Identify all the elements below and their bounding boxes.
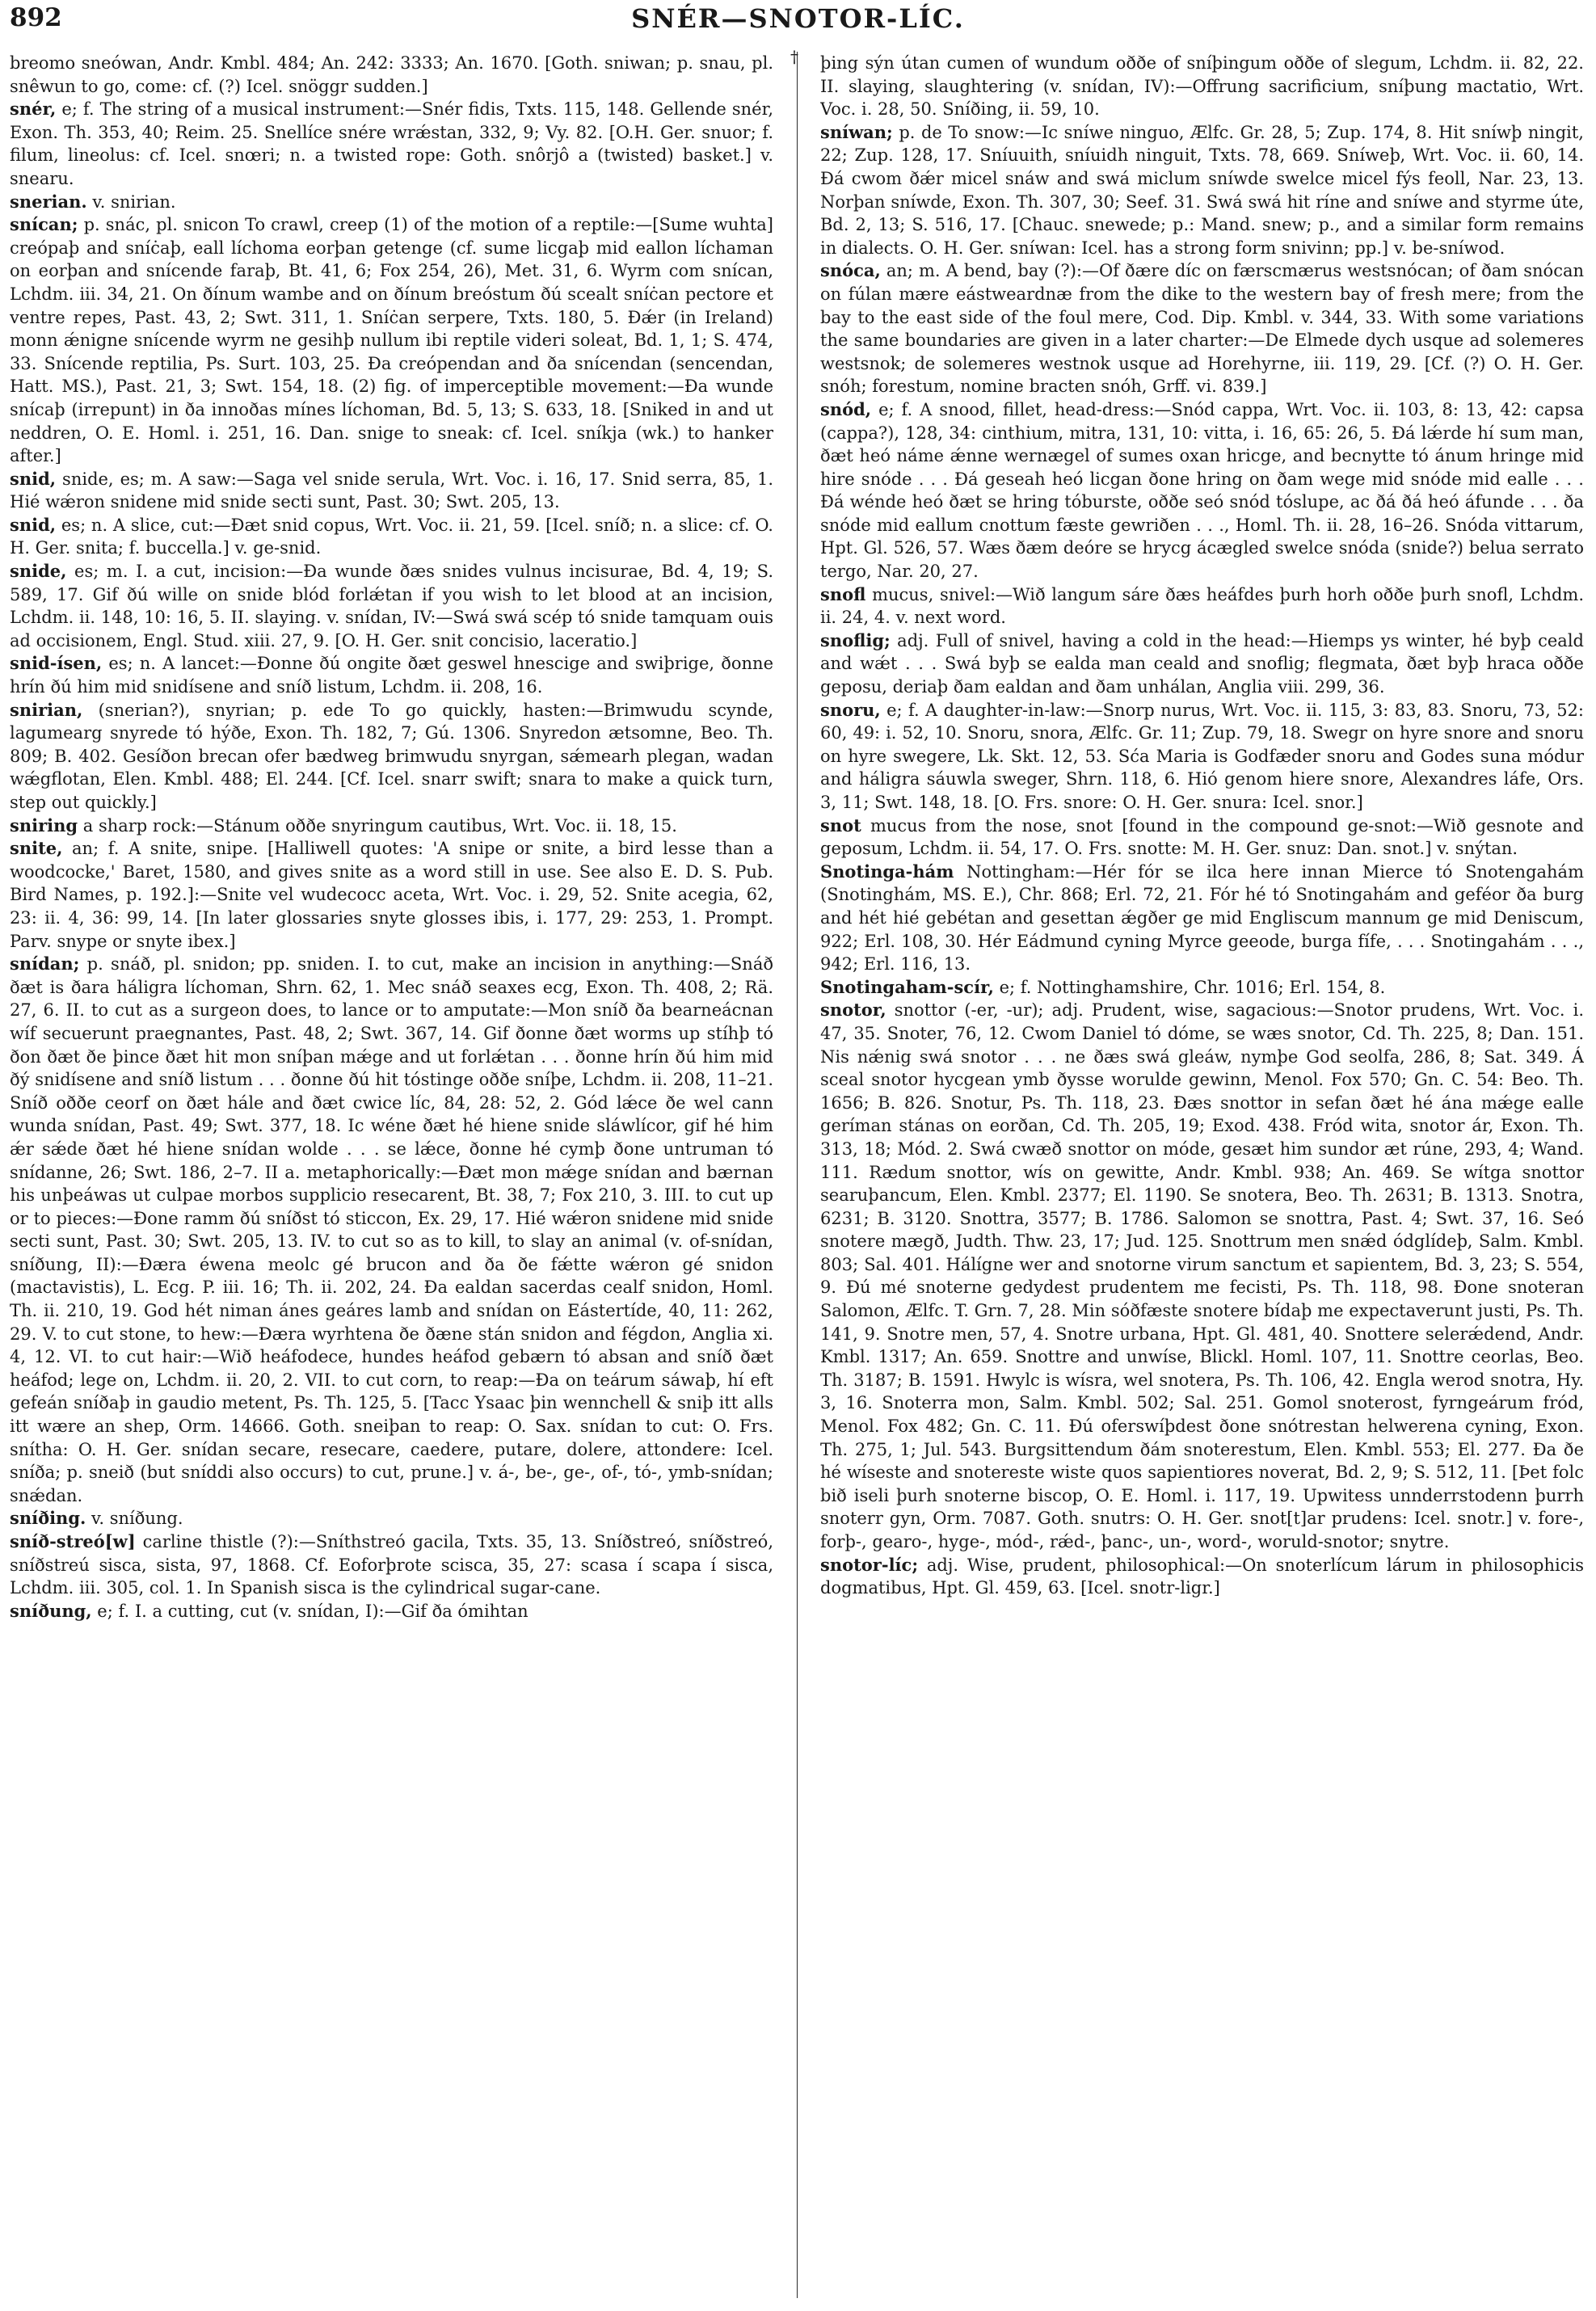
dictionary-entry bbox=[10, 213, 773, 468]
dictionary-entry bbox=[10, 191, 773, 214]
entry-text: mucus, snivel:—Wið langum sáre ðæs heáfdes þurh horh oððe þurh snofl, Lchdm. ii. 24, 4. v. next word. bbox=[820, 584, 1584, 628]
entry-text: mucus from the nose, snot [found in the compound ge-snot:—Wið gesnote and geposum, Lchdm. ii. 54, 17. O. Frs. snotte: M. H. Ger. snuz: Dan. snot.] v. snýtan. bbox=[820, 815, 1584, 859]
dictionary-entry bbox=[10, 652, 773, 698]
headword: snód, bbox=[820, 398, 872, 419]
dictionary-entry bbox=[10, 1507, 773, 1530]
headword: snoflig; bbox=[820, 629, 891, 650]
dictionary-entry bbox=[10, 560, 773, 652]
entry-text: p. snác, pl. snicon To crawl, creep (1) of the motion of a reptile:—[Sume wuhta] creópaþ and sníċaþ, eall líchoma eorþan getenge (cf. sume licgaþ mid eallon líchaman on eorþan and snícende faraþ, Bt. 41, 6; Fox 254, 26), Met. 31, 6. Wyrm com snícan, Lchdm. iii. 34, 21. On ðínum wambe and on ðínum breóstum ðú scealt sníċan pectore et ventre repes, Past. 43, 2; Swt. 311, 1. Sníċan serpere, Txts. 180, 5. Ðǽr (in Ireland) monn ǽnigne snícende wyrm ne gesihþ nullum ibi reptile videri soleat, Bd. 1, 1; S. 474, 33. Snícende reptilia, Ps. Surt. 103, 25. Ða creópendan and ða snícendan (sencendan, Hatt. MS.), Past. 21, 3; Swt. 154, 18. (2) fig. of imperceptible movement:—Ða wunde snícaþ (irrepunt) in ða innoðas mínes líchoman, Bd. 5, 13; S. 633, 18. [Sniked in and ut neddren, O. E. Homl. i. 251, 16. Dan. snige to sneak: cf. Icel. sníkja (wk.) to hanker after.] bbox=[10, 215, 773, 466]
headword: snid, bbox=[10, 468, 57, 489]
headword: snirian, bbox=[10, 699, 83, 720]
dictionary-entry bbox=[820, 999, 1584, 1553]
headword: sniring bbox=[10, 815, 78, 836]
headword: snér, bbox=[10, 99, 57, 120]
entry-text: es; m. I. a cut, incision:—Ða wunde ðæs snides vulnus incisurae, Bd. 4, 19; S. 589, 17. Gif ðú wille on snide blód forlǽtan if you wish to let blood at an incision, Lchdm. ii. 148, 10: 16, 5. II. slaying. v. snídan, IV:—Swá swá scép tó snide tamquam ouis ad occisionem, Engl. Stud. xiii. 27, 9. [O. H. Ger. snit concisio, laceratio.] bbox=[10, 562, 773, 650]
page-header bbox=[0, 0, 1596, 48]
entry-text: þing sýn útan cumen of wundum oððe of sníþingum oððe of slegum, Lchdm. ii. 82, 22. II. slaying, slaughtering (v. snídan, IV):—Offrung sacrificium, sníþung mactatio, Wrt. Voc. i. 28, 50. Sníðing, ii. 59, 10. bbox=[820, 53, 1584, 120]
dictionary-entry bbox=[10, 953, 773, 1507]
entry-text: carline thistle (?):—Sníthstreó gacila, Txts. 35, 13. Sníðstreó, sníðstreó, sníðstreú sisca, sista, 97, 1868. Cf. Eoforþrote scisca, 35, 27: scasa í scapa í sisca, Lchdm. iii. 305, col. 1. In Spanish sisca is the cylindrical sugar-cane. bbox=[10, 1532, 773, 1598]
entry-text: v. sníðung. bbox=[91, 1509, 183, 1529]
dictionary-entry bbox=[10, 1530, 773, 1600]
dictionary-entry bbox=[820, 583, 1584, 629]
entry-text: p. snáð, pl. snidon; pp. sniden. I. to cut, make an incision in anything:—Snáð ðæt is ðara háligra líchoman, Shrn. 62, 1. Mec snáð seaxes ecg, Exon. Th. 408, 2; Rä. 27, 6. II. to cut as a surgeon does, to lance or to amputate:—Mon sníð ða bearneácnan wíf secuerunt praegnantes, Past. 48, 2; Swt. 367, 14. Gif ðonne ðæt worms up stíhþ tó ðon ðæt ðe þince ðæt hit mon sníþan mǽge and ut forlǽtan . . . ðonne hrín ðú him mid ðý snidísene and sníð listum . . . ðonne ðú hit tóstinge oððe sníþe, Lchdm. ii. 208, 11–21. Sníð oððe ceorf on ðæt hále and ðæt cwice líc, 84, 28: 52, 2. Gód lǽce ðe wel cann wunda snídan, Past. 49; Swt. 377, 18. Ic wéne ðæt hé hiene snide sláwlícor, gif hé him ǽr sǽde ðæt hé hiene snídan wolde . . . se lǽce, ðonne hé cymþ ðone untruman tó snídanne, 26; Swt. 186, 2–7. II a. metaphorically:—Ðæt mon mǽge snídan and bærnan his unþeáwas ut culpae morbos supplicio resecarent, Bt. 38, 7; Fox 210, 3. III. to cut up or to pieces:—Ðone ramm ðú sníðst tó sticcon, Ex. 29, 17. Hié wǽron snidene mid snide secti sunt, Past. 30; Swt. 205, 13. IV. to cut so as to kill, to slay an animal (v. of-snídan, sníðung, II):—Ðæra éwena meolc gé brucon and ða ðe fǽtte wǽron gé snidon (mactavistis), L. Ecg. P. iii. 16; Th. ii. 202, 24. Ða ealdan sacerdas cealf snidon, Homl. Th. ii. 210, 19. God hét niman ánes geáres lamb and snídan on Eástertíde, 40, 11: 262, 29. V. to cut stone, to hew:—Ðæra wyrhtena ðe ðæne stán snidon and fégdon, Anglia xi. 4, 12. VI. to cut hair:—Wið heáfodece, hundes heáfod gebærn tó absan and sníð ðæt heáfod; lege on, Lchdm. ii. 20, 2. VII. to cut corn, to reap:—Ða on teárum sáwaþ, hí eft gefeán sníðaþ in gaudio metent, Ps. Th. 125, 5. [Tacc Ysaac þin wennchell & sniþ itt alls itt wære an shep, Orm. 14666. Goth. sneiþan to reap: O. Sax. snídan to cut: O. Frs. snítha: O. H. Ger. snídan secare, resecare, caedere, putare, dolere, attondere: Icel. sníða; p. sneið (but sníddi also occurs) to cut, prune.] v. á-, be-, ge-, of-, tó-, ymb-snídan; snǽdan. bbox=[10, 954, 773, 1505]
column-divider bbox=[797, 52, 798, 2298]
left-column bbox=[10, 52, 773, 2298]
dictionary-entry bbox=[10, 514, 773, 560]
headword: sníwan; bbox=[820, 121, 893, 142]
entry-text: (snerian?), snyrian; p. ede To go quickly, hasten:—Brimwudu scynde, lagumearg snyrede tó hýðe, Exon. Th. 182, 7; Gú. 1306. Snyredon ætsomne, Beo. Th. 809; B. 402. Gesíðon brecan ofer bædweg brimwudu snyrgan, sǽmearh plegan, wadan wǽgflotan, Elen. Kmbl. 488; El. 244. [Cf. Icel. snarr swift; snara to make a quick turn, step out quickly.] bbox=[10, 700, 773, 812]
entry-text: snottor (-er, -ur); adj. Prudent, wise, sagacious:—Snotor prudens, Wrt. Voc. i. 47, 35. Snoter, 76, 12. Cwom Daniel tó dóme, se wæs snotor, Cd. Th. 225, 8; Dan. 151. Nis nǽnig swá snotor . . . ne ðæs swá gleáw, nymþe God seolfa, 286, 8; Sat. 349. Á sceal snotor hycgean ymb ðysse worulde gewinn, Menol. Fox 570; Gn. C. 54: Beo. Th. 1656; B. 826. Snotur, Ps. Th. 118, 23. Ðæs snottor in sefan ðæt hé ána mǽge ealle geríman stánas on eorðan, Cd. Th. 205, 19; Exod. 438. Fród wita, snotor ár, Exon. Th. 313, 18; Mód. 2. Swá cwæð snottor on móde, gesæt him sundor æt rúne, 293, 4; Wand. 111. Rædum snottor, wís on gewitte, Andr. Kmbl. 938; An. 469. Se wítga snottor searuþancum, Elen. Kmbl. 2377; El. 1190. Se snotera, Beo. Th. 2631; B. 1313. Snotra, 6231; B. 3120. Snottra, 3577; B. 1786. Salomon se snottra, Past. 4; Swt. 37, 16. Seó snotere mægð, Judth. Thw. 23, 17; Jud. 125. Snottrum men snǽd ódglídeþ, Salm. Kmbl. 803; Sal. 401. Hálígne wer and snotorne virum sanctum et sapientem, Bd. 3, 23; S. 554, 9. Ðú mé snoterne gedydest prudentem me fecisti, Ps. Th. 118, 98. Ðone snoteran Salomon, Ælfc. T. Grn. 7, 28. Min sóðfæste snotere bídaþ me expectaverunt justi, Ps. Th. 141, 9. Snotre men, 57, 4. Snotre urbana, Hpt. Gl. 481, 40. Snottere selerǽdend, Andr. Kmbl. 1317; An. 659. Snottre and unwíse, Blickl. Homl. 107, 11. Snottre ceorlas, Beo. Th. 3187; B. 1591. Hwylc is wísra, wel snotera, Ps. Th. 106, 42. Engla werod snotra, Hy. 3, 16. Snoterra mon, Salm. Kmbl. 502; Sal. 251. Gomol snoterost, fyrngeárum fród, Menol. Fox 482; Gn. C. 11. Ðú oferswíþdest ðone snótrestan helwerena cyning, Exon. Th. 275, 1; Jul. 543. Burgsittendum ðám snoterestum, Elen. Kmbl. 553; El. 277. Ða ðe hé wíseste and snotereste wiste quos sapientiores noverat, Bd. 2, 9; S. 512, 11. [Þet folc bið iseli þurh snoterne biscop, O. E. Homl. i. 117, 19. Upwitess unnderrstodenn þurrh snoterr gyn, Orm. 7087. Goth. snutrs: O. H. Ger. snot[t]ar prudens: Icel. snotr.] v. fore-, forþ-, gearo-, hyge-, mód-, rǽd-, þanc-, un-, word-, woruld-snotor; snytre. bbox=[820, 1000, 1584, 1551]
entry-text: e; f. A snood, fillet, head-dress:—Snód cappa, Wrt. Voc. ii. 103, 8: 13, 42: capsa (cappa?), 128, 34: cinthium, mitra, 131, 10: vitta, i. 16, 65: 26, 5. Ðá lǽrde hí sum man, ðæt heó náme ǽnne wernægel of sumes oxan hricge, and becnytte tó ánum hringe mid hire snóde . . . Ðá geseah heó licgan ðone hring on ðam wege mid snóde mid ealle . . . Ðá wénde heó ðæt se hring tóburste, oððe seó snód tóslupe, ac ðá ðá heó áfunde . . . ða snóde mid eallum cnottum fæste gewriðen . . ., Homl. Th. ii. 28, 16–26. Snóda vittarum, Hpt. Gl. 526, 57. Wæs ðæm deóre se hrycg ácægled swelce snóda (snide?) belua serrato tergo, Nar. 20, 27. bbox=[820, 399, 1584, 582]
dictionary-entry bbox=[820, 699, 1584, 815]
entry-text: e; f. Nottinghamshire, Chr. 1016; Erl. 154, 8. bbox=[999, 977, 1386, 997]
headword: sníðing. bbox=[10, 1508, 86, 1529]
dictionary-entry bbox=[820, 1554, 1584, 1600]
dictionary-entry bbox=[10, 699, 773, 815]
headword: snofl bbox=[820, 583, 866, 604]
entry-text: es; n. A slice, cut:—Ðæt snid copus, Wrt. Voc. ii. 21, 59. [Icel. sníð; n. a slice: cf. O. H. Ger. snita; f. buccella.] v. ge-snid. bbox=[10, 515, 773, 558]
dagger-mark: † bbox=[790, 47, 798, 66]
headword: snotor, bbox=[820, 1000, 886, 1021]
headword: snoru, bbox=[820, 699, 881, 720]
entry-text: adj. Wise, prudent, philosophical:—On snoterlícum lárum in philosophicis dogmatibus, Hpt. Gl. 459, 63. [Icel. snotr-ligr.] bbox=[820, 1555, 1584, 1598]
page-number: 892 bbox=[10, 3, 62, 32]
running-head: SNÉR—SNOTOR-LÍC. bbox=[631, 3, 965, 34]
dictionary-columns bbox=[10, 47, 1585, 2298]
headword: Snotinga-hám bbox=[820, 861, 954, 882]
headword: Snotingaham-scír, bbox=[820, 976, 994, 997]
dictionary-entry bbox=[820, 52, 1584, 121]
entry-text: an; m. A bend, bay (?):—Of ðære díc on færscmærus westsnócan; of ðam snócan on fúlan mære eástweardnæ from the dike to the western bay of fresh mere; from the bay to the east side of the foul mere, Cod. Dip. Kmbl. v. 344, 33. With some variations the same boundaries are given in a later charter:—De Elmede dych usque ad solemeres westsnok; de solemeres westnok usque ad Horehyrne, iii. 119, 29. [Cf. (?) O. H. Ger. snóh; forestum, nomine bracten snóh, Grff. vi. 839.] bbox=[820, 261, 1584, 397]
entry-text: e; f. I. a cutting, cut (v. snídan, I):—Gif ða ómihtan bbox=[97, 1601, 528, 1621]
entry-text: breomo sneówan, Andr. Kmbl. 484; An. 242: 3333; An. 1670. [Goth. sniwan; p. snau, pl. snêwun to go, come: cf. (?) Icel. snöggr sudden.] bbox=[10, 53, 773, 96]
headword: snid, bbox=[10, 514, 57, 535]
dictionary-entry bbox=[820, 398, 1584, 583]
dictionary-entry bbox=[10, 52, 773, 98]
headword: snid-ísen, bbox=[10, 653, 103, 674]
headword: snotor-líc; bbox=[820, 1554, 919, 1575]
entry-text: es; n. A lancet:—Ðonne ðú ongite ðæt geswel hnescige and swiþrige, ðonne hrín ðú him mid snidísene and sníð listum, Lchdm. ii. 208, 16. bbox=[10, 654, 773, 697]
headword: snite, bbox=[10, 838, 63, 859]
entry-text: a sharp rock:—Stánum oððe snyringum cautibus, Wrt. Voc. ii. 18, 15. bbox=[82, 815, 677, 836]
headword: snide, bbox=[10, 561, 67, 582]
dictionary-entry bbox=[10, 837, 773, 953]
headword: snot bbox=[820, 815, 861, 836]
dictionary-entry bbox=[820, 259, 1584, 398]
headword: snerian. bbox=[10, 191, 87, 212]
dictionary-entry bbox=[820, 861, 1584, 976]
dictionary-entry bbox=[10, 815, 773, 838]
entry-text: p. de To snow:—Ic sníwe ninguo, Ælfc. Gr. 28, 5; Zup. 174, 8. Hit sníwþ ningit, 22; Zup. 128, 17. Sníuuith, sníuidh ninguit, Txts. 78, 669. Sníweþ, Wrt. Voc. ii. 60, 14. Ðá cwom ðǽr micel snáw and swá miclum sníwde swelce micel fýs feoll, Nar. 23, 13. Norþan sníwde, Exon. Th. 307, 30; Seef. 31. Swá swá hit ríne and sníwe and styrme úte, Bd. 2, 13; S. 516, 17. [Chauc. snewede; p.: Mand. snew; p., and a similar form remains in dialects. O. H. Ger. sníwan: Icel. has a strong form snivinn; pp.] v. be-sníwod. bbox=[820, 122, 1584, 258]
headword: snícan; bbox=[10, 214, 78, 235]
dictionary-entry bbox=[10, 98, 773, 190]
dictionary-entry bbox=[820, 629, 1584, 699]
entry-text: e; f. A daughter-in-law:—Snorp nurus, Wrt. Voc. ii. 115, 3: 83, 83. Snoru, 73, 52: 60, 49: i. 52, 10. Snoru, snora, Ælfc. Gr. 11; Zup. 79, 18. Swegr on hyre snore and snoru on hyre swegere, Lk. Skt. 12, 53. Sća Maria is Godfæder snoru and Godes suna módur and háligra sáuwla sweger, Shrn. 118, 6. Hió genom hiere snore, Alexandres láfe, Ors. 3, 11; Swt. 148, 18. [O. Frs. snore: O. H. Ger. snura: Icel. snor.] bbox=[820, 700, 1584, 812]
dictionary-entry bbox=[820, 976, 1584, 1000]
entry-text: e; f. The string of a musical instrument:—Snér fidis, Txts. 115, 148. Gellende snér, Exon. Th. 353, 40; Reim. 25. Snellíce snére wrǽstan, 332, 9; Vy. 82. [O.H. Ger. snuor; f. filum, lineolus: cf. Icel. snœri; n. a twisted rope: Goth. snôrjô a (twisted) basket.] v. snearu. bbox=[10, 99, 773, 188]
entry-text: an; f. A snite, snipe. [Halliwell quotes: 'A snipe or snite, a bird lesse than a woodcocke,' Baret, 1580, and gives snite as a word still in use. See also E. D. S. Pub. Bird Names, p. 192.]:—Snite vel wudecocc aceta, Wrt. Voc. i. 29, 52. Snite acegia, 62, 23: ii. 4, 36: 99, 14. [In later glossaries snyte glosses ibis, i. 177, 29: 253, 1. Prompt. Parv. snype or snyte ibex.] bbox=[10, 839, 773, 951]
headword: sníð-streó[w] bbox=[10, 1531, 136, 1551]
dictionary-entry bbox=[820, 815, 1584, 861]
right-column bbox=[820, 52, 1584, 2298]
headword: snóca, bbox=[820, 260, 881, 281]
entry-text: snide, es; m. A saw:—Saga vel snide serula, Wrt. Voc. i. 16, 17. Snid serra, 85, 1. Hié wǽron snidene mid snide secti sunt, Past. 30; Swt. 205, 13. bbox=[10, 469, 773, 512]
headword: snídan; bbox=[10, 953, 80, 974]
dictionary-entry bbox=[10, 1600, 773, 1623]
dictionary-entry bbox=[10, 468, 773, 514]
entry-text: Nottingham:—Hér fór se ilca here innan Mierce tó Snotengahám (Snotinghám, MS. E.), Chr. 868; Erl. 72, 21. Fór hé tó Snotingahám and geféor ða burg and hét hié gebétan and gesettan ǽgðer ge mid Engliscum mannum ge mid Deniscum, 922; Erl. 108, 30. Hér Eádmund cyning Myrce geeode, burga fífe, . . . Snotingahám . . ., 942; Erl. 116, 13. bbox=[820, 861, 1584, 974]
entry-text: adj. Full of snivel, having a cold in the head:—Hiemps ys winter, hé byþ ceald and wǽt . . . Swá byþ se ealda man ceald and snoflig; flegmata, ðæt byþ hraca oððe geposu, deriaþ ðam ealdan and ðam unhálan, Anglia viii. 299, 36. bbox=[820, 630, 1584, 697]
dictionary-entry bbox=[820, 121, 1584, 260]
headword: sníðung, bbox=[10, 1600, 92, 1621]
entry-text: v. snirian. bbox=[92, 192, 176, 212]
